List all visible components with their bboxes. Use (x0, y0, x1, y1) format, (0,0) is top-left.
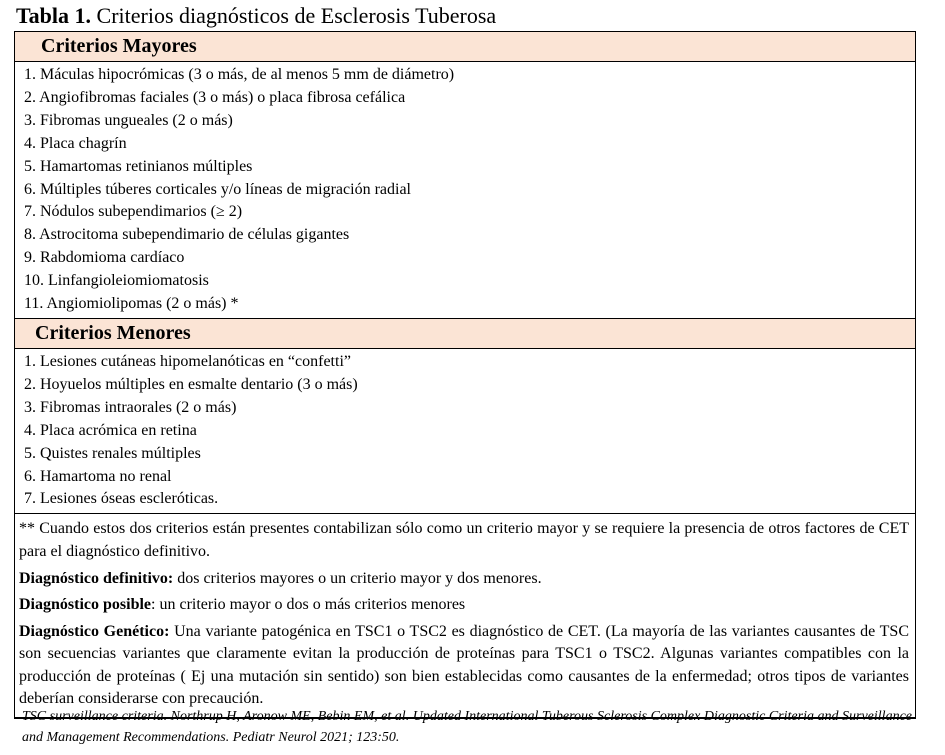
citation: TSC surveillance criteria. Northrup H, Aronow ME, Bebin EM, et al. Updated International Tuberous Sclerosis Complex Diagnostic Criteria and Surveillance and Management Recommendations. Pediatr Neurol 2021; 123:50. (22, 709, 912, 745)
list-item: 7. Lesiones óseas escleróticas. (24, 490, 219, 508)
list-item: 3. Fibromas intraorales (2 o más) (24, 398, 237, 416)
list-item: 9. Rabdomioma cardíaco (24, 249, 185, 267)
diagnostico-posible-text: : un criterio mayor o dos o más criterios menores (151, 596, 466, 614)
diagnostico-posible (19, 594, 909, 617)
list-item: 6. Hamartoma no renal (24, 467, 172, 485)
menores-list (15, 349, 915, 513)
list-item: 8. Astrocitoma subependimario de células gigantes (24, 226, 350, 244)
list-item: 5. Hamartomas retinianos múltiples (24, 157, 253, 175)
list-item: 4. Placa chagrín (24, 134, 127, 152)
table-title-text: Criterios diagnósticos de Esclerosis Tuberosa (96, 3, 497, 28)
notes-section (15, 513, 915, 718)
diagnostico-genetico (19, 621, 909, 711)
list-item: 11. Angiomiolipomas (2 o más) * (24, 295, 239, 313)
list-item: 10. Linfangioleiomiomatosis (24, 272, 209, 290)
diagnostico-genetico-label: Diagnóstico Genético: (19, 622, 170, 640)
asterisk-note: ** Cuando estos dos criterios están presentes contabilizan sólo como un criterio mayor y se requiere la presencia de otros factores de CET para el diagnóstico definitivo. (19, 520, 909, 560)
diagnostico-posible-label: Diagnóstico posible (19, 596, 152, 614)
diagnostico-definitivo (19, 568, 909, 591)
list-item: 2. Angiofibromas faciales (3 o más) o placa fibrosa cefálica (24, 88, 406, 106)
list-item: 4. Placa acrómica en retina (24, 421, 197, 439)
list-item: 3. Fibromas ungueales (2 o más) (24, 111, 233, 129)
diagnostico-definitivo-text: dos criterios mayores o un criterio mayor y dos menores. (173, 569, 542, 587)
table-title-label: Tabla 1. (16, 3, 92, 28)
mayores-heading: Criterios Mayores (15, 32, 915, 62)
list-item: 5. Quistes renales múltiples (24, 444, 201, 462)
criteria-table (14, 31, 916, 719)
menores-heading: Criterios Menores (15, 318, 915, 349)
list-item: 6. Múltiples túberes corticales y/o líneas de migración radial (24, 180, 411, 198)
list-item: 1. Máculas hipocrómicas (3 o más, de al menos 5 mm de diámetro) (24, 66, 455, 83)
table-title (16, 2, 496, 30)
diagnostico-definitivo-label: Diagnóstico definitivo: (19, 569, 174, 587)
diagnostico-genetico-text: Una variante patogénica en TSC1 o TSC2 es diagnóstico de CET. (La mayoría de las variantes causantes de TSC son secuencias variantes que claramente evitan la producción de proteínas para TSC1 o TSC2. Algunas variantes compatibles con la producción de proteínas ( Ej una mutación sin sentido) son bien establecidas como causantes de la enfermedad; otros tipos de variantes deberían considerarse con precaución. (19, 622, 910, 708)
list-item: 1. Lesiones cutáneas hipomelanóticas en “confetti” (24, 352, 351, 370)
mayores-list (15, 62, 915, 318)
list-item: 7. Nódulos subependimarios (≥ 2) (24, 203, 243, 221)
list-item: 2. Hoyuelos múltiples en esmalte dentario (3 o más) (24, 375, 358, 393)
